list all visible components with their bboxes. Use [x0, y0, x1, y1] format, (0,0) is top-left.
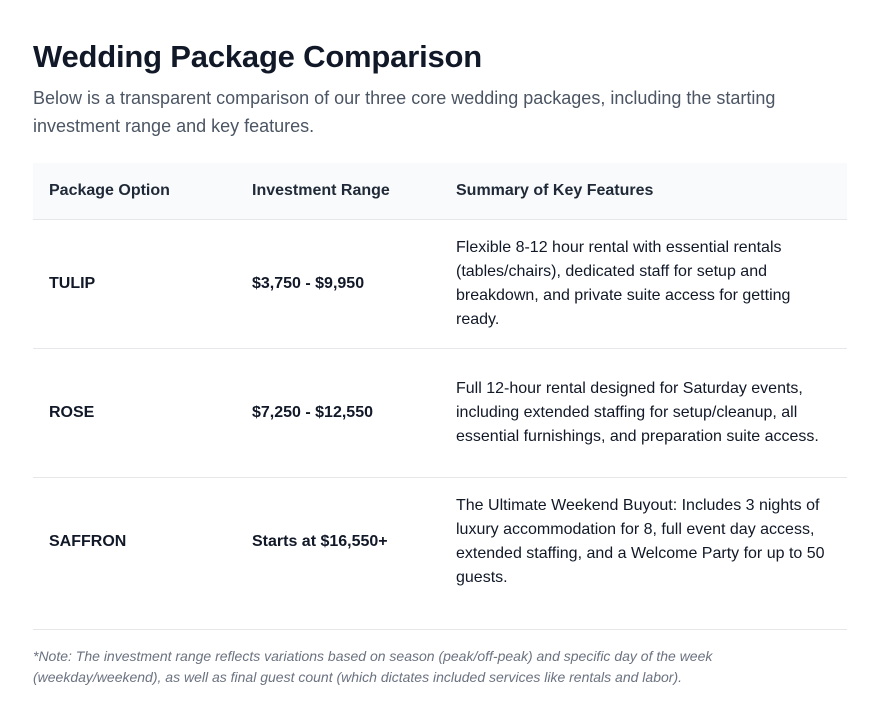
footnote: *Note: The investment range reflects variations based on season (peak/off-peak) and specific day of the week (weekday/weekend), as well as final guest count (which dictates included services like rentals and labor).: [33, 648, 713, 685]
features-summary-cell: The Ultimate Weekend Buyout: Includes 3 nights of luxury accommodation for 8, full event day access, extended staffing, and a Welcome Party for up to 50 guests.: [456, 497, 825, 586]
footer-divider: [33, 629, 847, 630]
package-name-cell: ROSE: [33, 349, 236, 478]
features-summary-cell: Full 12-hour rental designed for Saturday events, including extended staffing for setup/cleanup, all essential furnishings, and preparation suite access.: [440, 349, 847, 478]
investment-range-cell: $3,750 - $9,950: [236, 220, 440, 349]
page-subtitle: Below is a transparent comparison of our three core wedding packages, including the starting investment range and key features.: [33, 88, 776, 136]
table-header-row: [33, 163, 847, 220]
features-summary-cell: Flexible 8-12 hour rental with essential rentals (tables/chairs), dedicated staff for setup and breakdown, and private suite access for getting ready.: [440, 220, 847, 349]
table-row: [33, 220, 847, 349]
package-comparison-table: [33, 163, 847, 606]
column-header-features: Summary of Key Features: [440, 163, 847, 220]
table-row: [33, 478, 847, 607]
column-header-investment: Investment Range: [236, 163, 440, 220]
investment-range-cell: $7,250 - $12,550: [236, 349, 440, 478]
column-header-package: Package Option: [33, 163, 236, 220]
investment-range-cell: Starts at $16,550+: [252, 533, 388, 550]
table-body: [33, 220, 847, 607]
table-header: [33, 163, 847, 220]
page-title: Wedding Package Comparison: [33, 39, 482, 74]
package-name-cell: TULIP: [33, 220, 236, 349]
table-row: [33, 349, 847, 478]
package-name-cell: SAFFRON: [49, 533, 127, 550]
